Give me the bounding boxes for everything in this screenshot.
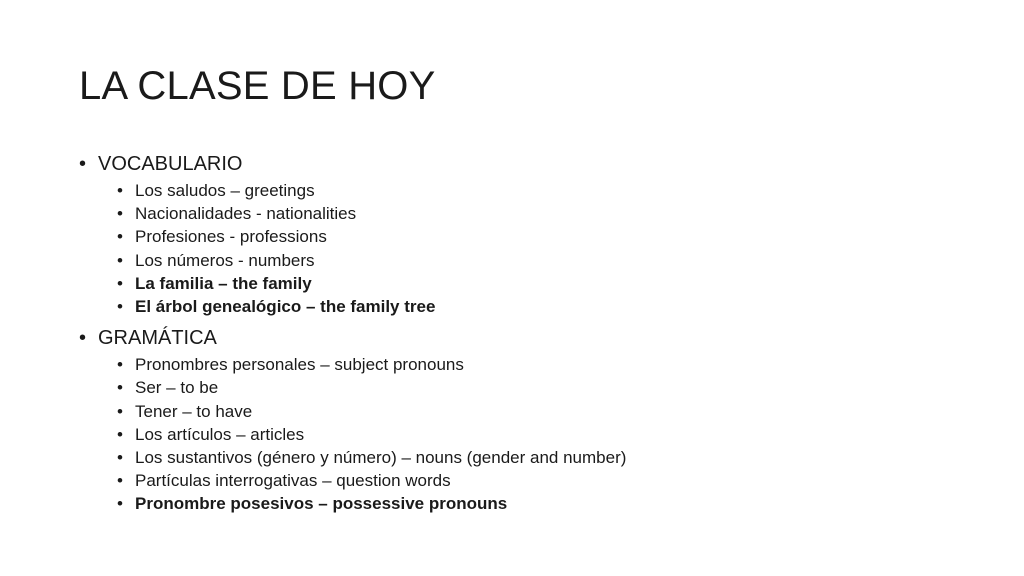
list-item-text: Partículas interrogativas – question words: [135, 471, 451, 491]
list-item-text: Los sustantivos (género y número) – nouns (gender and number): [135, 448, 627, 468]
list-item: [117, 202, 979, 225]
bullet-icon: •: [117, 181, 123, 200]
slide-content: [79, 150, 979, 522]
list-item: [117, 400, 979, 423]
list-item: [117, 272, 979, 295]
list-item: [117, 376, 979, 399]
list-item-text: Profesiones - professions: [135, 227, 327, 247]
bullet-icon: •: [117, 424, 123, 444]
bullet-icon: •: [117, 204, 123, 224]
list-item: [117, 469, 979, 492]
section-gramatica: [79, 324, 979, 515]
bullet-icon: •: [117, 297, 123, 317]
list-item-text: El árbol genealógico – the family tree: [135, 297, 436, 317]
section-vocabulario: [79, 150, 979, 318]
bullet-icon: •: [79, 153, 87, 175]
list-item: [117, 225, 979, 248]
section-list: [79, 150, 979, 516]
vocabulario-items: [117, 179, 979, 318]
bullet-icon: •: [117, 355, 123, 375]
list-item-text: Los artículos – articles: [135, 424, 305, 444]
list-item: [117, 492, 979, 515]
list-item-text: Tener – to have: [135, 401, 253, 421]
list-item: [117, 295, 979, 318]
bullet-icon: •: [117, 227, 123, 247]
list-item: [117, 446, 979, 469]
list-item: [117, 353, 979, 376]
list-item-text: Los saludos – greetings: [135, 181, 315, 200]
slide-title: LA CLASE DE HOY: [79, 64, 436, 108]
bullet-icon: •: [117, 448, 123, 468]
list-item: [117, 249, 979, 272]
list-item-text: Ser – to be: [135, 378, 219, 398]
bullet-icon: •: [79, 327, 87, 350]
section-heading: GRAMÁTICA: [98, 327, 217, 350]
list-item-text: Nacionalidades - nationalities: [135, 204, 357, 224]
list-item-text: Los números - numbers: [135, 250, 315, 270]
bullet-icon: •: [117, 378, 123, 398]
bullet-icon: •: [117, 401, 123, 421]
gramatica-items: [117, 353, 979, 515]
bullet-icon: •: [117, 494, 123, 514]
list-item-text: Pronombre posesivos – possessive pronouns: [135, 494, 508, 514]
list-item: [117, 423, 979, 446]
bullet-icon: •: [117, 273, 123, 293]
bullet-icon: •: [117, 471, 123, 491]
list-item-text: La familia – the family: [135, 273, 312, 293]
bullet-icon: •: [117, 250, 123, 270]
list-item-text: Pronombres personales – subject pronouns: [135, 355, 464, 375]
list-item: [117, 179, 979, 202]
section-heading: VOCABULARIO: [98, 153, 243, 175]
